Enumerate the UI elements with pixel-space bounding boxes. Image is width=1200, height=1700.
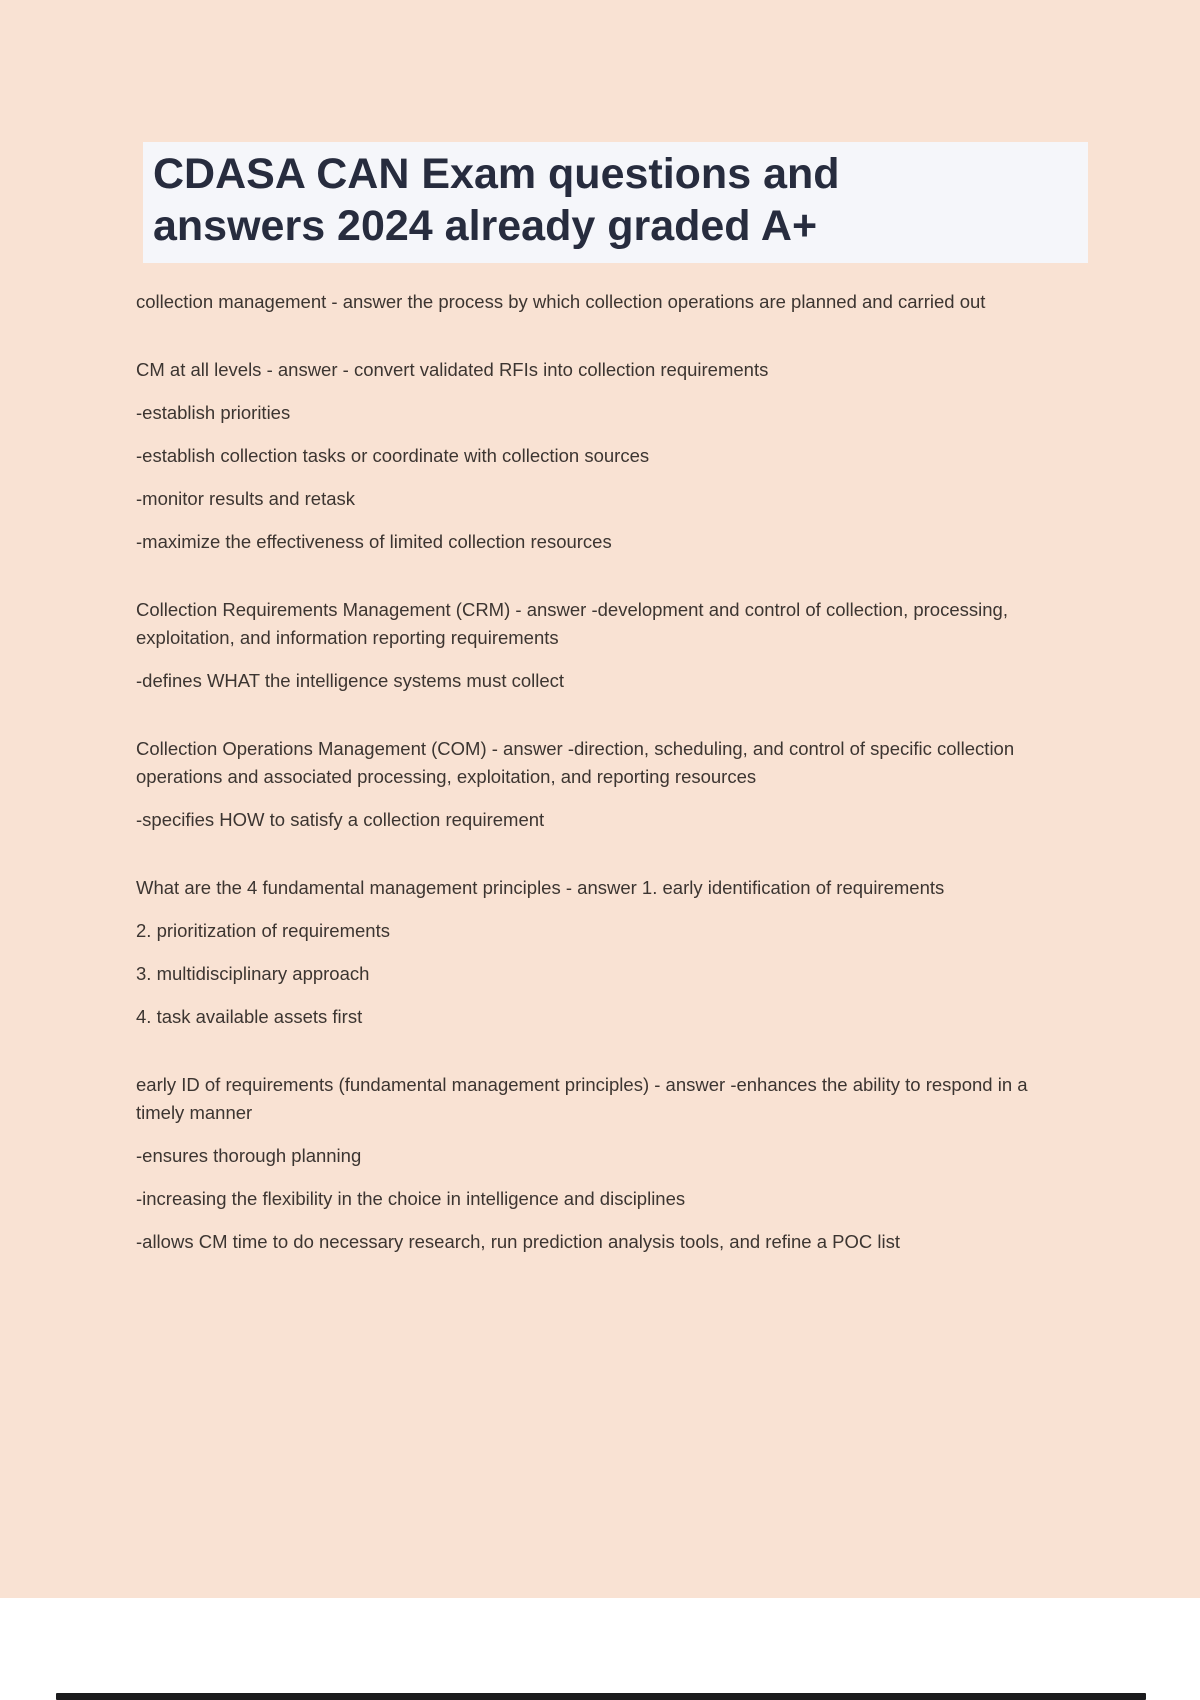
qa-paragraph: CM at all levels - answer - convert validated RFIs into collection requirements — [136, 359, 769, 380]
title-highlight — [143, 142, 1088, 263]
page-title-line-2: answers 2024 already graded A+ — [153, 202, 818, 250]
qa-paragraph: Collection Operations Management (COM) - answer -direction, scheduling, and control of specific collection operations and associated processing, exploitation, and reporting resources — [136, 738, 1015, 787]
qa-paragraph: -ensures thorough planning — [136, 1145, 362, 1166]
qa-paragraph: -specifies HOW to satisfy a collection requirement — [136, 809, 545, 830]
qa-section-cm-at-all-levels — [136, 356, 1074, 556]
qa-paragraph: -defines WHAT the intelligence systems must collect — [136, 670, 565, 691]
qa-paragraph: What are the 4 fundamental management principles - answer 1. early identification of requirements — [136, 877, 945, 898]
page-title-line-1: CDASA CAN Exam questions and — [153, 150, 840, 198]
next-page-edge-bar — [56, 1693, 1146, 1700]
qa-section-collection-management — [136, 288, 1074, 316]
page-title — [153, 148, 1074, 252]
page-bottom-strip — [0, 1598, 1200, 1700]
qa-paragraph: early ID of requirements (fundamental management principles) - answer -enhances the ability to respond in a timely manner — [136, 1074, 1028, 1123]
qa-section-early-id — [136, 1071, 1074, 1256]
qa-paragraph: 3. multidisciplinary approach — [136, 963, 370, 984]
qa-paragraph: collection management - answer the process by which collection operations are planned and carried out — [136, 291, 986, 312]
qa-paragraph: -establish collection tasks or coordinate with collection sources — [136, 445, 650, 466]
qa-section-four-principles — [136, 874, 1074, 1031]
qa-paragraph: -allows CM time to do necessary research, run prediction analysis tools, and refine a POC list — [136, 1231, 900, 1252]
qa-paragraph: -increasing the flexibility in the choice in intelligence and disciplines — [136, 1188, 686, 1209]
qa-paragraph: 4. task available assets first — [136, 1006, 363, 1027]
qa-paragraph: -maximize the effectiveness of limited collection resources — [136, 531, 612, 552]
qa-section-com — [136, 735, 1074, 834]
qa-paragraph: -monitor results and retask — [136, 488, 356, 509]
qa-section-crm — [136, 596, 1074, 695]
qa-paragraph: Collection Requirements Management (CRM) - answer -development and control of collection, processing, exploitation, and information reporting requirements — [136, 599, 1008, 648]
document-body — [136, 288, 1074, 1256]
qa-paragraph: 2. prioritization of requirements — [136, 920, 390, 941]
qa-paragraph: -establish priorities — [136, 402, 291, 423]
